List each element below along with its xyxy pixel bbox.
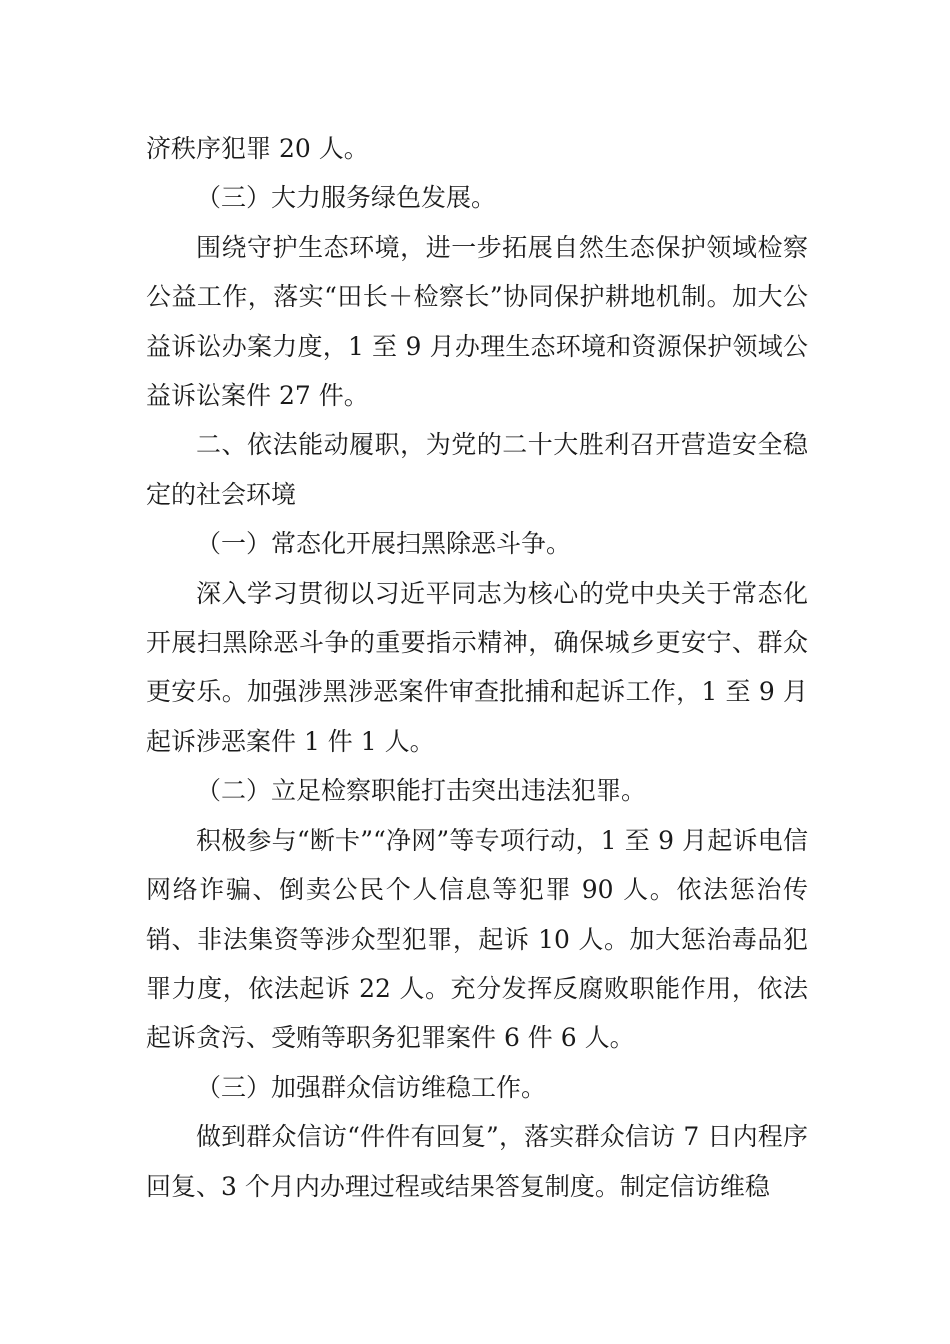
section-subheading-petition: （三）加强群众信访维稳工作。 xyxy=(196,1072,547,1102)
section-subheading-anti-gang: （一）常态化开展扫黑除恶斗争。 xyxy=(196,529,572,559)
paragraph-continuation: 济秩序犯罪 20 人。 xyxy=(146,134,369,163)
paragraph-petition: 做到群众信访“件件有回复”，落实群众信访 7 日内程序回复、3 个月内办理过程或结果答复制度。制定信访维稳 xyxy=(146,1122,808,1201)
section-subheading-green-development: （三）大力服务绿色发展。 xyxy=(196,183,497,213)
document-body xyxy=(146,124,808,1211)
paragraph-crime-strike: 积极参与“断卡”“净网”等专项行动，1 至 9 月起诉电信网络诈骗、倒卖公民个人信息等犯罪 90 人。依法惩治传销、非法集资等涉众型犯罪，起诉 10 人。加大惩治毒品犯罪力度，依法起诉 22 人。充分发挥反腐败职能作用，依法起诉贪污、受贿等职务犯罪案件 6 件 6 人。 xyxy=(146,825,808,1053)
section-heading-two: 二、依法能动履职，为党的二十大胜利召开营造安全稳定的社会环境 xyxy=(146,430,808,509)
section-subheading-crime-strike: （二）立足检察职能打击突出违法犯罪。 xyxy=(196,776,647,806)
paragraph-ecology: 围绕守护生态环境，进一步拓展自然生态保护领域检察公益工作，落实“田长＋检察长”协同保护耕地机制。加大公益诉讼办案力度，1 至 9 月办理生态环境和资源保护领域公益诉讼案件 27 件。 xyxy=(146,232,808,411)
paragraph-anti-gang: 深入学习贯彻以习近平同志为核心的党中央关于常态化开展扫黑除恶斗争的重要指示精神，确保城乡更安宁、群众更安乐。加强涉黑涉恶案件审查批捕和起诉工作，1 至 9 月起诉涉恶案件 1 件 1 人。 xyxy=(146,578,808,756)
